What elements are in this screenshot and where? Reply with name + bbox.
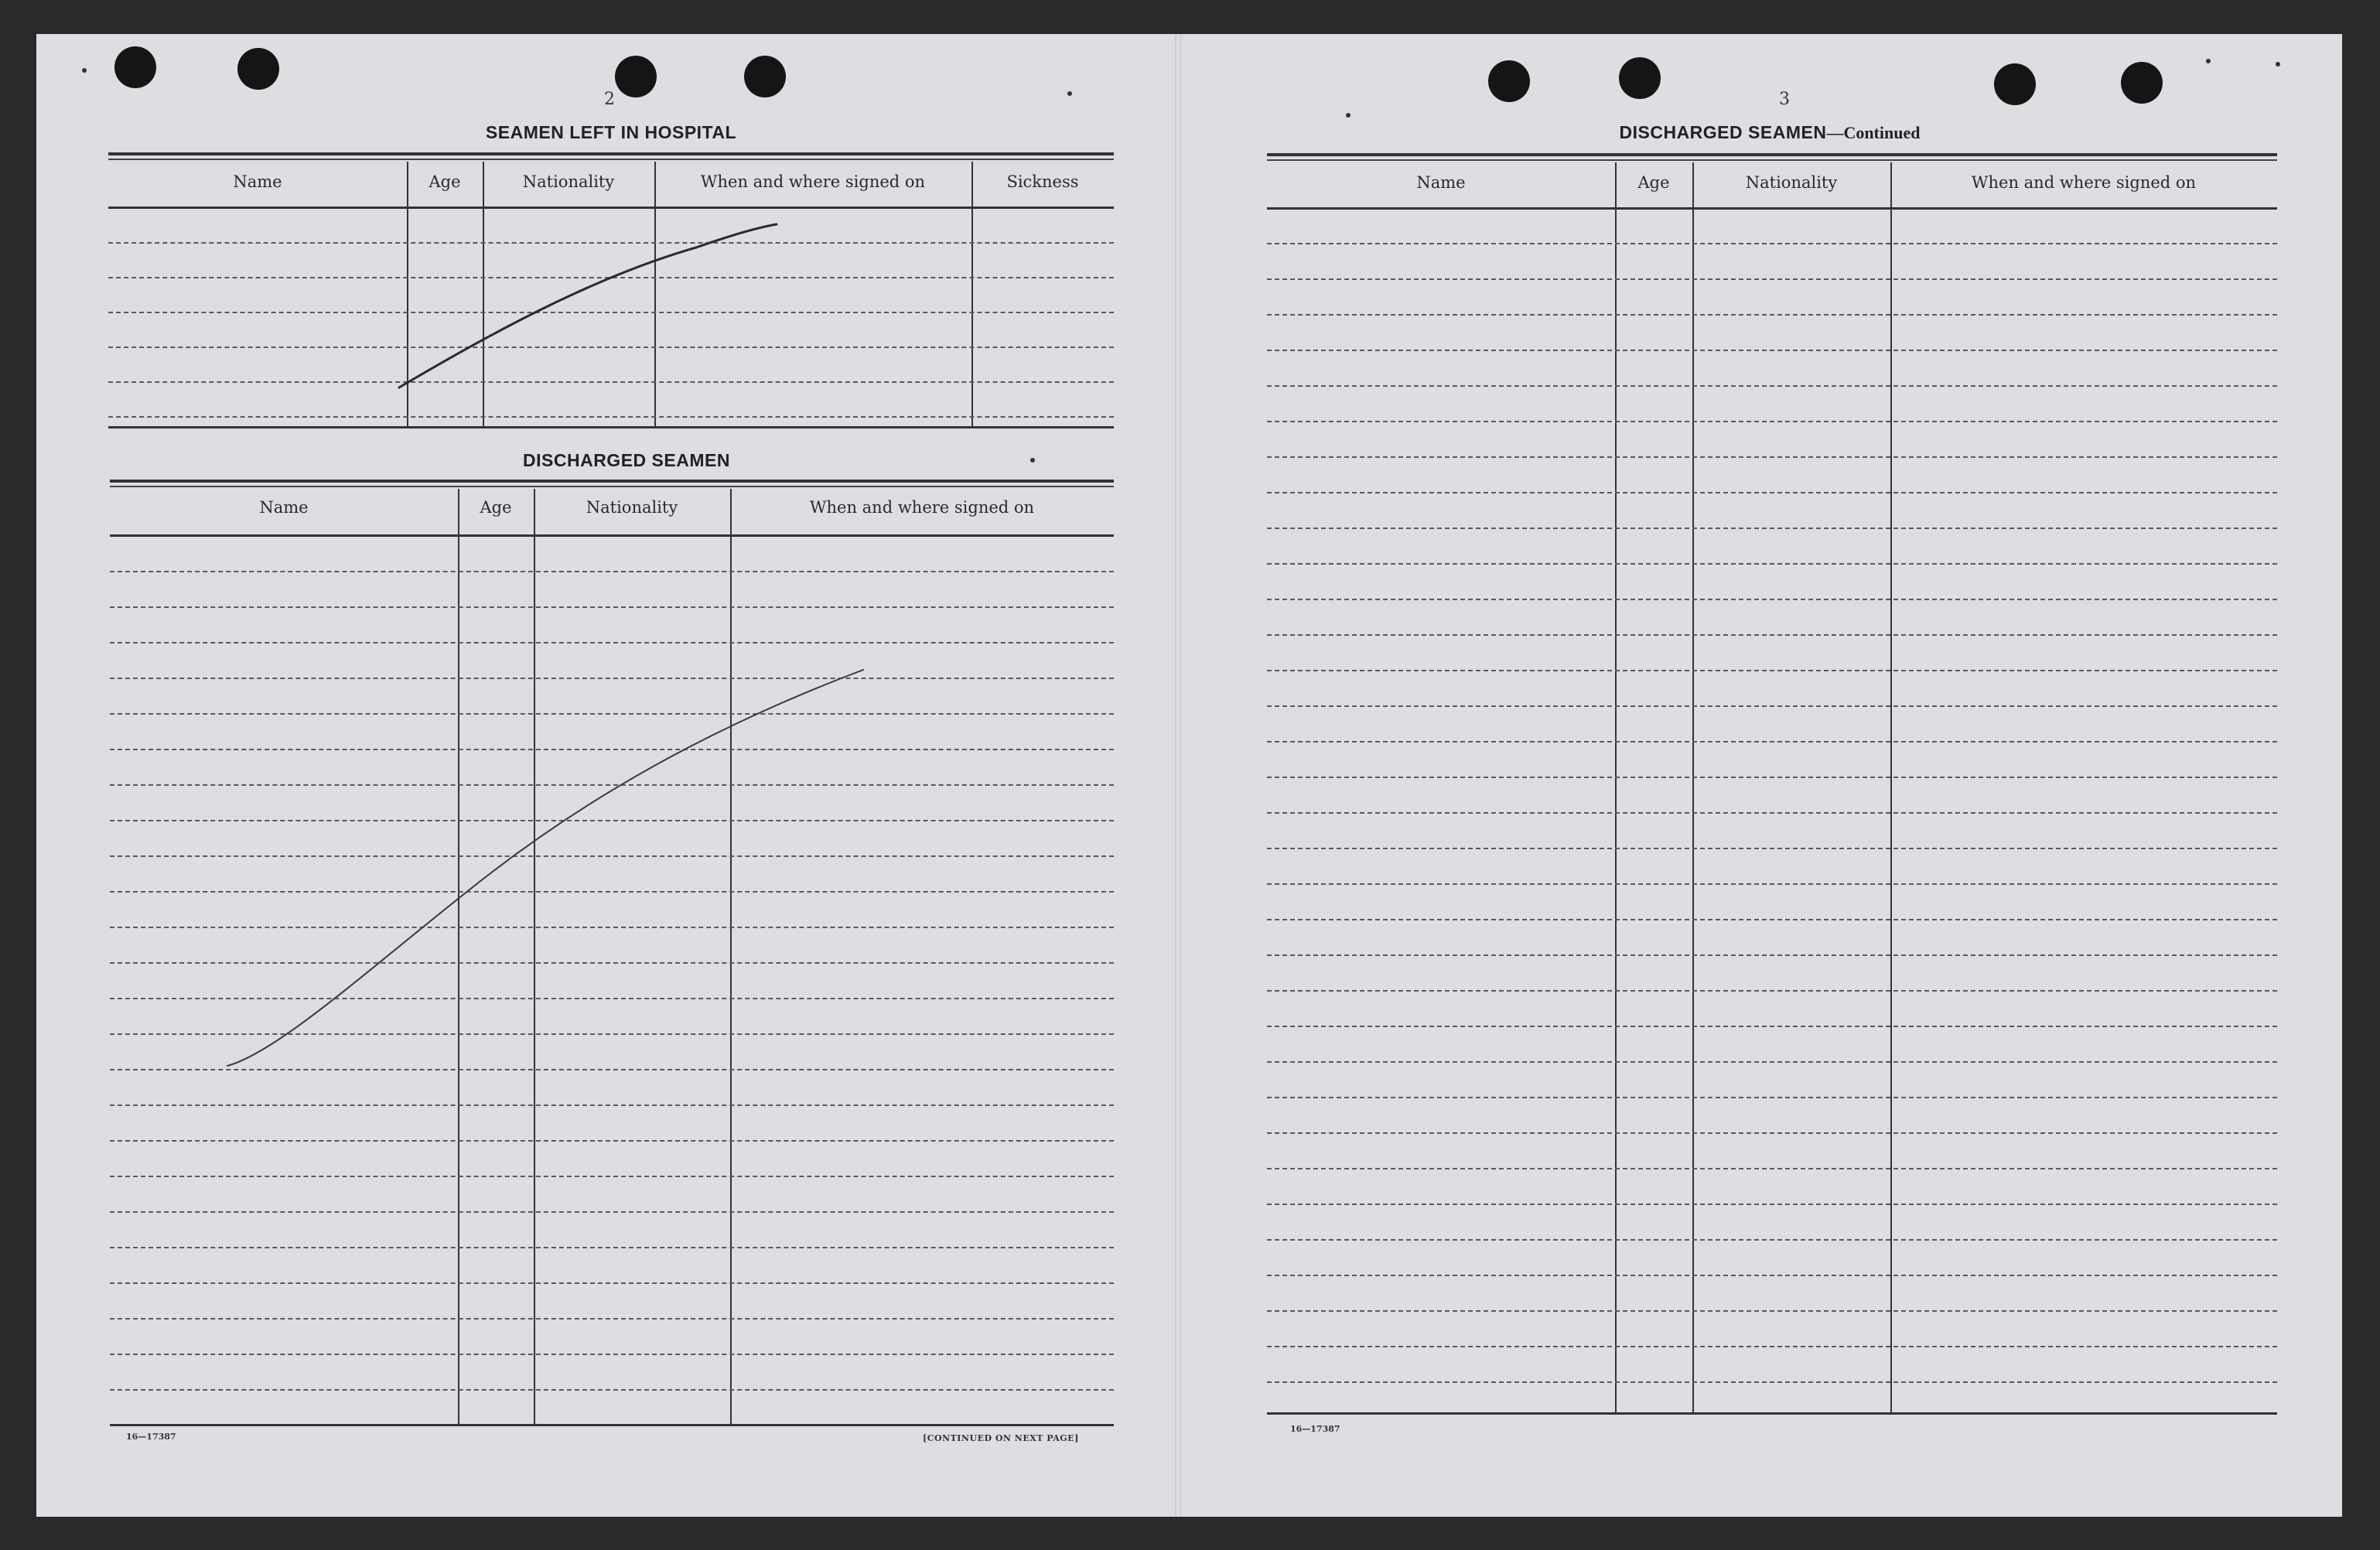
speck: [82, 68, 87, 73]
header-rule: [110, 534, 1114, 537]
discharged-section-title: DISCHARGED SEAMEN: [523, 450, 730, 470]
entry-row-line: [1267, 492, 2277, 493]
entry-row-line: [1267, 1310, 2277, 1312]
discharged-table-right: [1267, 153, 2277, 1415]
entry-row-line: [1267, 421, 2277, 422]
entry-row-line: [1267, 599, 2277, 600]
bottom-rule: [1267, 1412, 2277, 1415]
double-rule: [108, 159, 1114, 160]
speck: [1346, 113, 1350, 118]
entry-row-line: [110, 1211, 1114, 1213]
entry-row-line: [108, 416, 1114, 418]
bottom-rule: [108, 426, 1114, 428]
entry-row-line: [1267, 919, 2277, 920]
entry-row-line: [110, 1389, 1114, 1391]
entry-row-line: [110, 1354, 1114, 1355]
header-rule: [108, 207, 1114, 209]
entry-row-line: [1267, 1203, 2277, 1205]
entry-row-line: [1267, 314, 2277, 316]
column-divider: [654, 162, 656, 426]
bottom-rule: [110, 1424, 1114, 1426]
discharged-continued-title: [1267, 122, 2272, 143]
entry-row-line: [1267, 670, 2277, 671]
punch-hole: [114, 46, 156, 88]
column-divider: [407, 162, 408, 426]
entry-row-line: [110, 1318, 1114, 1320]
form-number-left: 16—17387: [126, 1432, 176, 1442]
entry-row-line: [110, 1282, 1114, 1284]
entry-row-line: [1267, 243, 2277, 244]
entry-row-line: [1267, 883, 2277, 885]
entry-row-line: [1267, 385, 2277, 387]
speck: [2276, 62, 2280, 67]
entry-row-line: [108, 277, 1114, 278]
entry-row-line: [110, 642, 1114, 644]
entry-row-line: [108, 242, 1114, 244]
column-header-age: Age: [429, 172, 461, 191]
page-number-right: 3: [1779, 90, 1790, 109]
hospital-section-title: SEAMEN LEFT IN HOSPITAL: [485, 122, 737, 142]
entry-row-line: [110, 927, 1114, 928]
page-number-left: 2: [604, 90, 615, 109]
entry-row-line: [1267, 563, 2277, 565]
double-rule: [108, 152, 1114, 155]
entry-row-line: [110, 820, 1114, 821]
column-header-nationality: Nationality: [1745, 173, 1838, 192]
entry-row-line: [108, 381, 1114, 383]
entry-row-line: [1267, 1381, 2277, 1383]
entry-row-line: [110, 1247, 1114, 1248]
entry-row-line: [1267, 990, 2277, 992]
column-header-name: Name: [233, 172, 282, 191]
entry-row-line: [1267, 278, 2277, 280]
column-header-sickness: Sickness: [1006, 172, 1079, 191]
hospital-table: [108, 152, 1114, 429]
entry-row-line: [110, 1033, 1114, 1035]
speck: [2206, 59, 2211, 63]
double-rule: [1267, 153, 2277, 156]
column-header-name: Name: [1416, 173, 1466, 192]
entry-row-line: [110, 1140, 1114, 1142]
entry-row-line: [110, 784, 1114, 786]
column-header-age: Age: [1637, 173, 1670, 192]
column-header-nationality: Nationality: [586, 498, 678, 517]
entry-row-line: [110, 998, 1114, 999]
column-divider: [971, 162, 973, 426]
column-header-signed-on: When and where signed on: [700, 172, 926, 191]
entry-row-line: [1267, 741, 2277, 743]
entry-row-line: [110, 749, 1114, 750]
entry-row-line: [1267, 705, 2277, 707]
entry-row-line: [110, 962, 1114, 964]
entry-row-line: [1267, 777, 2277, 778]
column-header-signed-on: When and where signed on: [809, 498, 1035, 517]
double-rule: [110, 486, 1114, 487]
entry-row-line: [1267, 1346, 2277, 1347]
entry-row-line: [1267, 456, 2277, 458]
entry-row-line: [1267, 1132, 2277, 1134]
continued-note: [CONTINUED ON NEXT PAGE]: [923, 1433, 1079, 1443]
entry-row-line: [1267, 350, 2277, 351]
column-header-age: Age: [480, 498, 512, 517]
entry-row-line: [110, 1176, 1114, 1177]
punch-hole: [1994, 63, 2036, 105]
column-divider: [483, 162, 484, 426]
page-fold: [1175, 34, 1181, 1517]
column-header-signed-on: When and where signed on: [1971, 173, 2197, 192]
form-number-right: 16—17387: [1290, 1424, 1340, 1434]
entry-row-line: [108, 347, 1114, 348]
entry-row-line: [1267, 1239, 2277, 1241]
entry-row-line: [1267, 1275, 2277, 1276]
entry-row-line: [1267, 1097, 2277, 1098]
punch-hole: [2121, 62, 2163, 104]
punch-hole: [744, 56, 786, 97]
entry-row-line: [110, 1069, 1114, 1070]
entry-row-line: [1267, 812, 2277, 814]
discharged-continued-title-main: DISCHARGED SEAMEN: [1619, 122, 1827, 142]
punch-hole: [1619, 57, 1661, 99]
column-header-nationality: Nationality: [522, 172, 615, 191]
entry-row-line: [1267, 634, 2277, 636]
entry-row-line: [110, 855, 1114, 857]
entry-row-line: [1267, 1168, 2277, 1169]
entry-row-line: [1267, 954, 2277, 956]
discharged-table-left: [110, 480, 1114, 1427]
entry-row-line: [1267, 1061, 2277, 1063]
punch-hole: [1488, 60, 1530, 102]
entry-row-line: [1267, 1026, 2277, 1027]
header-rule: [1267, 207, 2277, 210]
entry-row-line: [110, 678, 1114, 679]
entry-row-line: [110, 891, 1114, 893]
column-header-name: Name: [259, 498, 309, 517]
entry-row-line: [1267, 848, 2277, 849]
speck: [1067, 91, 1072, 96]
continued-suffix: —Continued: [1826, 123, 1921, 142]
double-rule: [1267, 159, 2277, 161]
entry-row-line: [108, 312, 1114, 313]
entry-row-line: [110, 713, 1114, 715]
punch-hole: [237, 48, 279, 90]
entry-row-line: [110, 1104, 1114, 1106]
entry-row-line: [110, 606, 1114, 608]
entry-row-line: [110, 571, 1114, 572]
entry-row-line: [1267, 527, 2277, 529]
double-rule: [110, 480, 1114, 483]
